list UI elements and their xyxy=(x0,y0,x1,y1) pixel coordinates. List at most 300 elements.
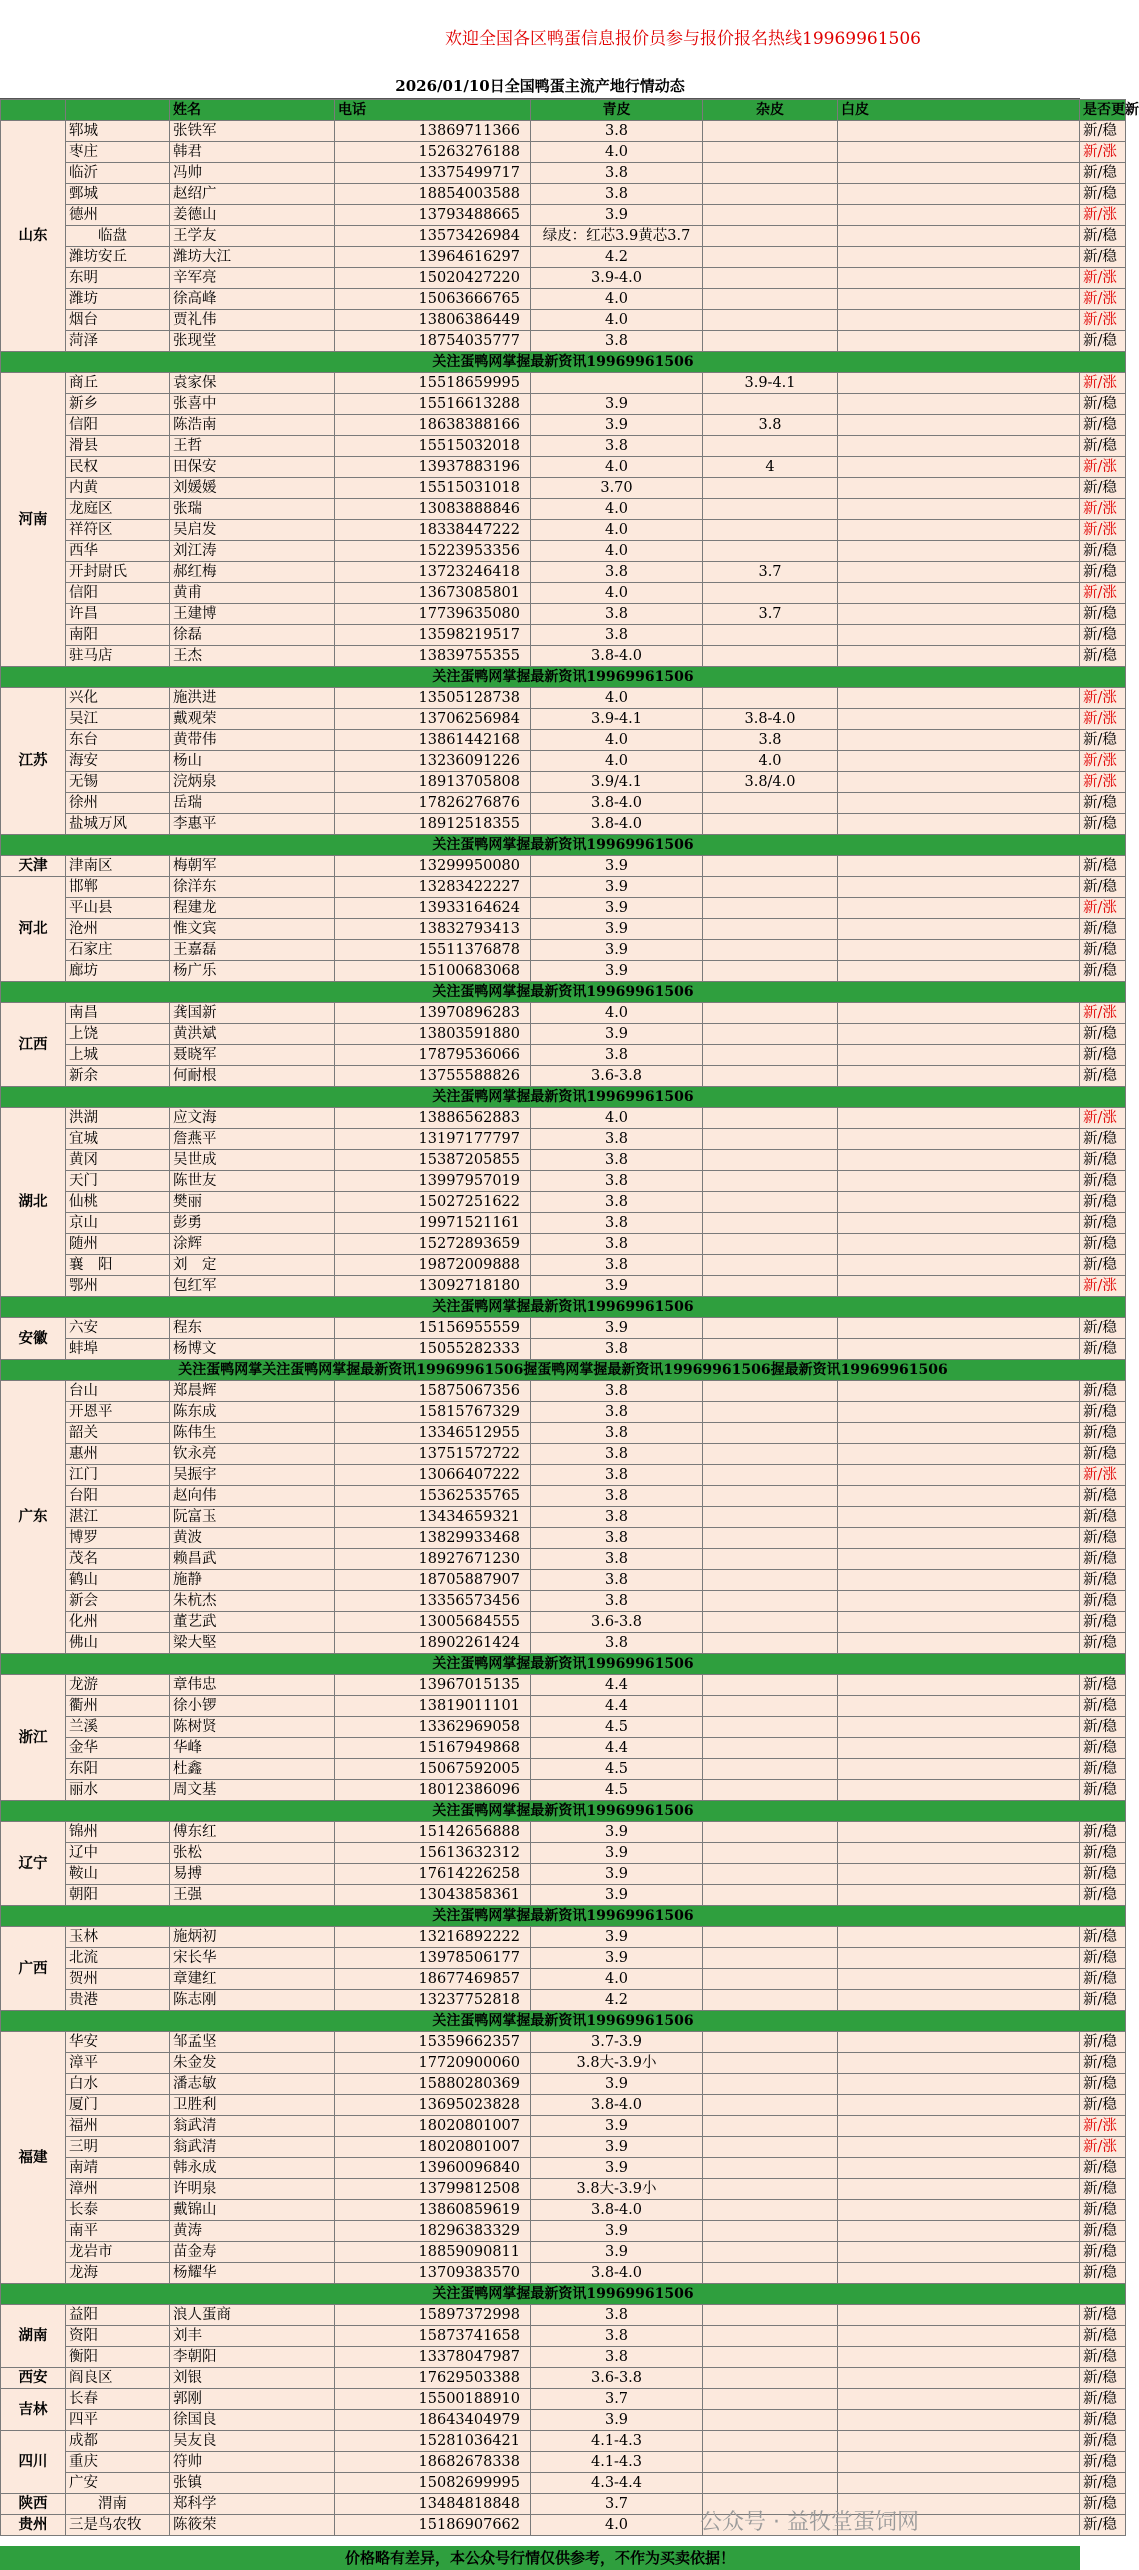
green-shell-price-cell: 4.2 xyxy=(531,1990,703,2011)
green-shell-price-cell: 3.8 xyxy=(531,1465,703,1486)
phone-cell: 18927671230 xyxy=(335,1549,531,1570)
mixed-shell-price-cell xyxy=(703,163,838,184)
table-row xyxy=(1,436,1126,457)
contact-name-cell: 徐磊 xyxy=(170,625,335,646)
contact-name-cell: 程建龙 xyxy=(170,898,335,919)
mixed-shell-price-cell xyxy=(703,142,838,163)
update-status-cell: 新/涨 xyxy=(1080,772,1126,793)
contact-name-cell: 苗金寿 xyxy=(170,2242,335,2263)
contact-name-cell: 何耐根 xyxy=(170,1066,335,1087)
table-row xyxy=(1,2305,1126,2326)
phone-cell: 15142656888 xyxy=(335,1822,531,1843)
update-status-cell: 新/稳 xyxy=(1080,226,1126,247)
table-row xyxy=(1,1717,1126,1738)
province-cell: 江苏 xyxy=(1,688,66,835)
table-row xyxy=(1,2473,1126,2494)
region-cell: 临沂 xyxy=(66,163,170,184)
contact-name-cell: 朱杭杰 xyxy=(170,1591,335,1612)
table-row xyxy=(1,583,1126,604)
white-shell-price-cell xyxy=(838,226,1080,247)
mixed-shell-price-cell xyxy=(703,1549,838,1570)
green-shell-price-cell: 3.7 xyxy=(531,2389,703,2410)
update-status-cell: 新/稳 xyxy=(1080,1381,1126,1402)
region-cell: 龙岩市 xyxy=(66,2242,170,2263)
contact-name-cell: 张现堂 xyxy=(170,331,335,352)
white-shell-price-cell xyxy=(838,1171,1080,1192)
update-status-cell: 新/稳 xyxy=(1080,961,1126,982)
contact-name-cell: 王学友 xyxy=(170,226,335,247)
contact-name-cell: 潘志敏 xyxy=(170,2074,335,2095)
green-shell-price-cell: 3.8-4.0 xyxy=(531,2263,703,2284)
white-shell-price-cell xyxy=(838,814,1080,835)
contact-name-cell: 翁武清 xyxy=(170,2137,335,2158)
table-row xyxy=(1,2158,1126,2179)
header-white-shell: 白皮 xyxy=(838,100,1080,121)
region-cell: 化州 xyxy=(66,1612,170,1633)
header-province xyxy=(1,100,66,121)
mixed-shell-price-cell xyxy=(703,1843,838,1864)
mixed-shell-price-cell xyxy=(703,1024,838,1045)
green-shell-price-cell: 3.6-3.8 xyxy=(531,1066,703,1087)
contact-name-cell: 刘媛媛 xyxy=(170,478,335,499)
contact-name-cell: 赖昌武 xyxy=(170,1549,335,1570)
contact-name-cell: 陈树贤 xyxy=(170,1717,335,1738)
green-shell-price-cell: 3.8 xyxy=(531,436,703,457)
white-shell-price-cell xyxy=(838,1192,1080,1213)
contact-name-cell: 徐小锣 xyxy=(170,1696,335,1717)
white-shell-price-cell xyxy=(838,793,1080,814)
update-status-cell: 新/涨 xyxy=(1080,709,1126,730)
green-shell-price-cell: 4.1-4.3 xyxy=(531,2452,703,2473)
green-shell-price-cell: 3.8 xyxy=(531,1633,703,1654)
table-row xyxy=(1,2095,1126,2116)
update-status-cell: 新/稳 xyxy=(1080,2389,1126,2410)
region-cell: 鄂州 xyxy=(66,1276,170,1297)
contact-name-cell: 华峰 xyxy=(170,1738,335,1759)
mixed-shell-price-cell xyxy=(703,1444,838,1465)
update-status-cell: 新/稳 xyxy=(1080,2494,1126,2515)
contact-name-cell: 戴锦山 xyxy=(170,2200,335,2221)
white-shell-price-cell xyxy=(838,1696,1080,1717)
green-shell-price-cell: 4.0 xyxy=(531,2515,703,2536)
green-shell-price-cell: 3.7-3.9 xyxy=(531,2032,703,2053)
white-shell-price-cell xyxy=(838,1003,1080,1024)
green-shell-price-cell: 3.9 xyxy=(531,1885,703,1906)
table-row xyxy=(1,2515,1126,2536)
white-shell-price-cell xyxy=(838,1129,1080,1150)
contact-name-cell: 傅东红 xyxy=(170,1822,335,1843)
mixed-shell-price-cell xyxy=(703,1570,838,1591)
white-shell-price-cell xyxy=(838,1927,1080,1948)
green-shell-price-cell: 3.8 xyxy=(531,604,703,625)
phone-cell: 18682678338 xyxy=(335,2452,531,2473)
green-shell-price-cell: 3.8 xyxy=(531,1423,703,1444)
contact-name-cell: 杨耀华 xyxy=(170,2263,335,2284)
contact-name-cell: 黄涛 xyxy=(170,2221,335,2242)
white-shell-price-cell xyxy=(838,436,1080,457)
table-row xyxy=(1,2368,1126,2389)
region-cell: 渭南 xyxy=(66,2494,170,2515)
region-cell: 黄冈 xyxy=(66,1150,170,1171)
ad-banner-row xyxy=(1,1297,1126,1318)
region-cell: 东明 xyxy=(66,268,170,289)
update-status-cell: 新/稳 xyxy=(1080,1843,1126,1864)
update-status-cell: 新/稳 xyxy=(1080,394,1126,415)
region-cell: 京山 xyxy=(66,1213,170,1234)
mixed-shell-price-cell xyxy=(703,1255,838,1276)
white-shell-price-cell xyxy=(838,457,1080,478)
contact-name-cell: 潍坊大江 xyxy=(170,247,335,268)
update-status-cell: 新/稳 xyxy=(1080,814,1126,835)
mixed-shell-price-cell xyxy=(703,814,838,835)
region-cell: 襄 阳 xyxy=(66,1255,170,1276)
green-shell-price-cell: 3.9 xyxy=(531,1843,703,1864)
phone-cell: 13886562883 xyxy=(335,1108,531,1129)
phone-cell: 15387205855 xyxy=(335,1150,531,1171)
white-shell-price-cell xyxy=(838,1717,1080,1738)
update-status-cell: 新/稳 xyxy=(1080,1066,1126,1087)
table-row xyxy=(1,2242,1126,2263)
update-status-cell: 新/稳 xyxy=(1080,625,1126,646)
table-row xyxy=(1,394,1126,415)
table-row xyxy=(1,1129,1126,1150)
province-cell: 湖北 xyxy=(1,1108,66,1297)
green-shell-price-cell: 3.9 xyxy=(531,205,703,226)
contact-name-cell: 姜德山 xyxy=(170,205,335,226)
green-shell-price-cell: 3.9 xyxy=(531,2410,703,2431)
ad-banner-row xyxy=(1,1087,1126,1108)
update-status-cell: 新/稳 xyxy=(1080,1171,1126,1192)
update-status-cell: 新/稳 xyxy=(1080,2347,1126,2368)
table-row xyxy=(1,793,1126,814)
region-cell: 随州 xyxy=(66,1234,170,1255)
table-row xyxy=(1,1486,1126,1507)
table-row xyxy=(1,2494,1126,2515)
province-cell: 湖南 xyxy=(1,2305,66,2368)
region-cell: 吴江 xyxy=(66,709,170,730)
region-cell: 益阳 xyxy=(66,2305,170,2326)
table-row xyxy=(1,1318,1126,1339)
region-cell: 沧州 xyxy=(66,919,170,940)
phone-cell: 15875067356 xyxy=(335,1381,531,1402)
mixed-shell-price-cell: 3.8-4.0 xyxy=(703,709,838,730)
green-shell-price-cell: 3.8 xyxy=(531,1381,703,1402)
header-update-status: 是否更新 xyxy=(1080,100,1126,121)
province-cell: 河北 xyxy=(1,877,66,982)
green-shell-price-cell: 3.9 xyxy=(531,898,703,919)
green-shell-price-cell: 4.2 xyxy=(531,247,703,268)
green-shell-price-cell: 3.9 xyxy=(531,940,703,961)
update-status-cell: 新/稳 xyxy=(1080,1444,1126,1465)
table-row xyxy=(1,1570,1126,1591)
header-region xyxy=(66,100,170,121)
update-status-cell: 新/稳 xyxy=(1080,604,1126,625)
mixed-shell-price-cell xyxy=(703,1675,838,1696)
update-status-cell: 新/稳 xyxy=(1080,877,1126,898)
phone-cell: 13216892222 xyxy=(335,1927,531,1948)
contact-name-cell: 郑科学 xyxy=(170,2494,335,2515)
header-phone: 电话 xyxy=(335,100,531,121)
contact-name-cell: 赵向伟 xyxy=(170,1486,335,1507)
contact-name-cell: 岳瑞 xyxy=(170,793,335,814)
table-row xyxy=(1,1549,1126,1570)
update-status-cell: 新/稳 xyxy=(1080,2095,1126,2116)
white-shell-price-cell xyxy=(838,2473,1080,2494)
table-row xyxy=(1,2263,1126,2284)
phone-cell: 18913705808 xyxy=(335,772,531,793)
table-row xyxy=(1,1969,1126,1990)
phone-cell: 13869711366 xyxy=(335,121,531,142)
update-status-cell: 新/涨 xyxy=(1080,142,1126,163)
contact-name-cell: 杨广乐 xyxy=(170,961,335,982)
table-row xyxy=(1,562,1126,583)
update-status-cell: 新/稳 xyxy=(1080,1129,1126,1150)
update-status-cell: 新/涨 xyxy=(1080,2116,1126,2137)
phone-cell: 13673085801 xyxy=(335,583,531,604)
region-cell: 潍坊安丘 xyxy=(66,247,170,268)
green-shell-price-cell: 3.70 xyxy=(531,478,703,499)
white-shell-price-cell xyxy=(838,1276,1080,1297)
update-status-cell: 新/稳 xyxy=(1080,1864,1126,1885)
table-row xyxy=(1,1234,1126,1255)
update-status-cell: 新/稳 xyxy=(1080,1738,1126,1759)
region-cell: 临盘 xyxy=(66,226,170,247)
white-shell-price-cell xyxy=(838,1507,1080,1528)
contact-name-cell: 黄甫 xyxy=(170,583,335,604)
green-shell-price-cell: 3.8 xyxy=(531,1402,703,1423)
green-shell-price-cell: 3.8-4.0 xyxy=(531,2095,703,2116)
contact-name-cell: 宋长华 xyxy=(170,1948,335,1969)
update-status-cell: 新/稳 xyxy=(1080,1486,1126,1507)
mixed-shell-price-cell xyxy=(703,1066,838,1087)
white-shell-price-cell xyxy=(838,1885,1080,1906)
update-status-cell: 新/涨 xyxy=(1080,583,1126,604)
contact-name-cell: 惟文宾 xyxy=(170,919,335,940)
update-status-cell: 新/稳 xyxy=(1080,1696,1126,1717)
phone-cell: 13832793413 xyxy=(335,919,531,940)
green-shell-price-cell: 3.8 xyxy=(531,1171,703,1192)
update-status-cell: 新/涨 xyxy=(1080,310,1126,331)
contact-name-cell: 韩永成 xyxy=(170,2158,335,2179)
contact-name-cell: 詹燕平 xyxy=(170,1129,335,1150)
table-row xyxy=(1,2452,1126,2473)
table-row xyxy=(1,1948,1126,1969)
phone-cell: 15897372998 xyxy=(335,2305,531,2326)
update-status-cell: 新/稳 xyxy=(1080,1990,1126,2011)
phone-cell: 17879536066 xyxy=(335,1045,531,1066)
phone-cell: 18338447222 xyxy=(335,520,531,541)
table-row xyxy=(1,1780,1126,1801)
region-cell: 祥符区 xyxy=(66,520,170,541)
green-shell-price-cell: 3.8 xyxy=(531,184,703,205)
table-row xyxy=(1,1990,1126,2011)
table-row xyxy=(1,1066,1126,1087)
table-row xyxy=(1,310,1126,331)
mixed-shell-price-cell xyxy=(703,289,838,310)
table-row xyxy=(1,1024,1126,1045)
ad-banner-text: 关注蛋鸭网掌关注蛋鸭网掌握最新资讯19969961506握蛋鸭网掌握最新资讯19969961506握最新资讯19969961506 xyxy=(1,1360,1126,1381)
mixed-shell-price-cell xyxy=(703,856,838,877)
mixed-shell-price-cell xyxy=(703,2116,838,2137)
white-shell-price-cell xyxy=(838,1255,1080,1276)
white-shell-price-cell xyxy=(838,2263,1080,2284)
mixed-shell-price-cell xyxy=(703,1990,838,2011)
update-status-cell: 新/稳 xyxy=(1080,1213,1126,1234)
banner-hotline-text: 欢迎全国各区鸭蛋信息报价员参与报价报名热线19969961506 xyxy=(445,29,921,49)
region-cell: 白水 xyxy=(66,2074,170,2095)
watermark-main: 公众号 · 益牧堂蛋饲网 xyxy=(700,2510,919,2535)
white-shell-price-cell xyxy=(838,1969,1080,1990)
region-cell: 菏泽 xyxy=(66,331,170,352)
phone-cell: 15272893659 xyxy=(335,1234,531,1255)
green-shell-price-cell: 4.0 xyxy=(531,730,703,751)
contact-name-cell: 黄洪斌 xyxy=(170,1024,335,1045)
region-cell: 兴化 xyxy=(66,688,170,709)
contact-name-cell: 戴观荣 xyxy=(170,709,335,730)
update-status-cell: 新/涨 xyxy=(1080,688,1126,709)
phone-cell: 15515032018 xyxy=(335,436,531,457)
mixed-shell-price-cell xyxy=(703,1339,838,1360)
mixed-shell-price-cell xyxy=(703,520,838,541)
contact-name-cell: 杜鑫 xyxy=(170,1759,335,1780)
white-shell-price-cell xyxy=(838,2305,1080,2326)
phone-cell: 19872009888 xyxy=(335,1255,531,1276)
update-status-cell: 新/稳 xyxy=(1080,1045,1126,1066)
white-shell-price-cell xyxy=(838,2431,1080,2452)
mixed-shell-price-cell: 3.7 xyxy=(703,562,838,583)
white-shell-price-cell xyxy=(838,2137,1080,2158)
phone-cell: 17720900060 xyxy=(335,2053,531,2074)
mixed-shell-price-cell xyxy=(703,1822,838,1843)
region-cell: 华安 xyxy=(66,2032,170,2053)
green-shell-price-cell: 3.8-4.0 xyxy=(531,814,703,835)
ad-banner-row xyxy=(1,982,1126,1003)
mixed-shell-price-cell xyxy=(703,310,838,331)
update-status-cell: 新/稳 xyxy=(1080,1633,1126,1654)
mixed-shell-price-cell xyxy=(703,1759,838,1780)
table-row xyxy=(1,268,1126,289)
green-shell-price-cell: 3.9 xyxy=(531,1318,703,1339)
contact-name-cell: 吴世成 xyxy=(170,1150,335,1171)
mixed-shell-price-cell xyxy=(703,184,838,205)
table-row xyxy=(1,1402,1126,1423)
green-shell-price-cell: 3.9 xyxy=(531,2137,703,2158)
ad-banner-text: 关注蛋鸭网掌握最新资讯19969961506 xyxy=(1,352,1126,373)
ad-banner-row xyxy=(1,352,1126,373)
phone-cell: 15873741658 xyxy=(335,2326,531,2347)
region-cell: 龙庭区 xyxy=(66,499,170,520)
region-cell: 鞍山 xyxy=(66,1864,170,1885)
green-shell-price-cell: 3.8 xyxy=(531,1486,703,1507)
mixed-shell-price-cell xyxy=(703,2263,838,2284)
update-status-cell: 新/稳 xyxy=(1080,1339,1126,1360)
province-cell: 山东 xyxy=(1,121,66,352)
table-row xyxy=(1,751,1126,772)
region-cell: 南靖 xyxy=(66,2158,170,2179)
phone-cell: 15281036421 xyxy=(335,2431,531,2452)
province-cell: 天津 xyxy=(1,856,66,877)
white-shell-price-cell xyxy=(838,940,1080,961)
update-status-cell: 新/稳 xyxy=(1080,2179,1126,2200)
green-shell-price-cell: 3.8-4.0 xyxy=(531,793,703,814)
contact-name-cell: 龚国新 xyxy=(170,1003,335,1024)
region-cell: 贺州 xyxy=(66,1969,170,1990)
contact-name-cell: 张瑞 xyxy=(170,499,335,520)
phone-cell: 17629503388 xyxy=(335,2368,531,2389)
contact-name-cell: 邹孟坚 xyxy=(170,2032,335,2053)
update-status-cell: 新/稳 xyxy=(1080,478,1126,499)
region-cell: 天门 xyxy=(66,1171,170,1192)
ad-banner-text: 关注蛋鸭网掌握最新资讯19969961506 xyxy=(1,1906,1126,1927)
green-shell-price-cell: 3.8 xyxy=(531,1591,703,1612)
province-cell: 浙江 xyxy=(1,1675,66,1801)
phone-cell: 15167949868 xyxy=(335,1738,531,1759)
region-cell: 资阳 xyxy=(66,2326,170,2347)
mixed-shell-price-cell xyxy=(703,1381,838,1402)
contact-name-cell: 阮富玉 xyxy=(170,1507,335,1528)
mixed-shell-price-cell xyxy=(703,478,838,499)
region-cell: 上城 xyxy=(66,1045,170,1066)
table-row xyxy=(1,898,1126,919)
contact-name-cell: 陈世友 xyxy=(170,1171,335,1192)
white-shell-price-cell xyxy=(838,1738,1080,1759)
green-shell-price-cell: 绿皮：红芯3.9黄芯3.7 xyxy=(531,226,703,247)
contact-name-cell: 章伟忠 xyxy=(170,1675,335,1696)
contact-name-cell: 应文海 xyxy=(170,1108,335,1129)
region-cell: 韶关 xyxy=(66,1423,170,1444)
white-shell-price-cell xyxy=(838,583,1080,604)
table-row xyxy=(1,1927,1126,1948)
mixed-shell-price-cell xyxy=(703,2305,838,2326)
phone-cell: 13978506177 xyxy=(335,1948,531,1969)
region-cell: 西华 xyxy=(66,541,170,562)
region-cell: 漳州 xyxy=(66,2179,170,2200)
phone-cell: 15815767329 xyxy=(335,1402,531,1423)
green-shell-price-cell: 4.5 xyxy=(531,1759,703,1780)
contact-name-cell: 梁大堅 xyxy=(170,1633,335,1654)
phone-cell: 13819011101 xyxy=(335,1696,531,1717)
update-status-cell: 新/涨 xyxy=(1080,1003,1126,1024)
region-cell: 丽水 xyxy=(66,1780,170,1801)
table-row xyxy=(1,2326,1126,2347)
update-status-cell: 新/稳 xyxy=(1080,1822,1126,1843)
table-row xyxy=(1,541,1126,562)
contact-name-cell: 田保安 xyxy=(170,457,335,478)
green-shell-price-cell: 3.9 xyxy=(531,1822,703,1843)
phone-cell: 13967015135 xyxy=(335,1675,531,1696)
green-shell-price-cell: 3.8 xyxy=(531,331,703,352)
phone-cell: 15359662357 xyxy=(335,2032,531,2053)
phone-cell: 13346512955 xyxy=(335,1423,531,1444)
phone-cell: 13803591880 xyxy=(335,1024,531,1045)
update-status-cell: 新/稳 xyxy=(1080,247,1126,268)
white-shell-price-cell xyxy=(838,2053,1080,2074)
mixed-shell-price-cell xyxy=(703,1591,838,1612)
table-row xyxy=(1,373,1126,394)
phone-cell: 15511376878 xyxy=(335,940,531,961)
table-row xyxy=(1,457,1126,478)
green-shell-price-cell: 3.9 xyxy=(531,1024,703,1045)
green-shell-price-cell: 4.4 xyxy=(531,1696,703,1717)
table-row xyxy=(1,2221,1126,2242)
contact-name-cell: 陈东成 xyxy=(170,1402,335,1423)
phone-cell: 15100683068 xyxy=(335,961,531,982)
update-status-cell: 新/稳 xyxy=(1080,163,1126,184)
green-shell-price-cell: 3.8 xyxy=(531,1444,703,1465)
update-status-cell: 新/涨 xyxy=(1080,268,1126,289)
update-status-cell: 新/稳 xyxy=(1080,1402,1126,1423)
contact-name-cell: 王杰 xyxy=(170,646,335,667)
